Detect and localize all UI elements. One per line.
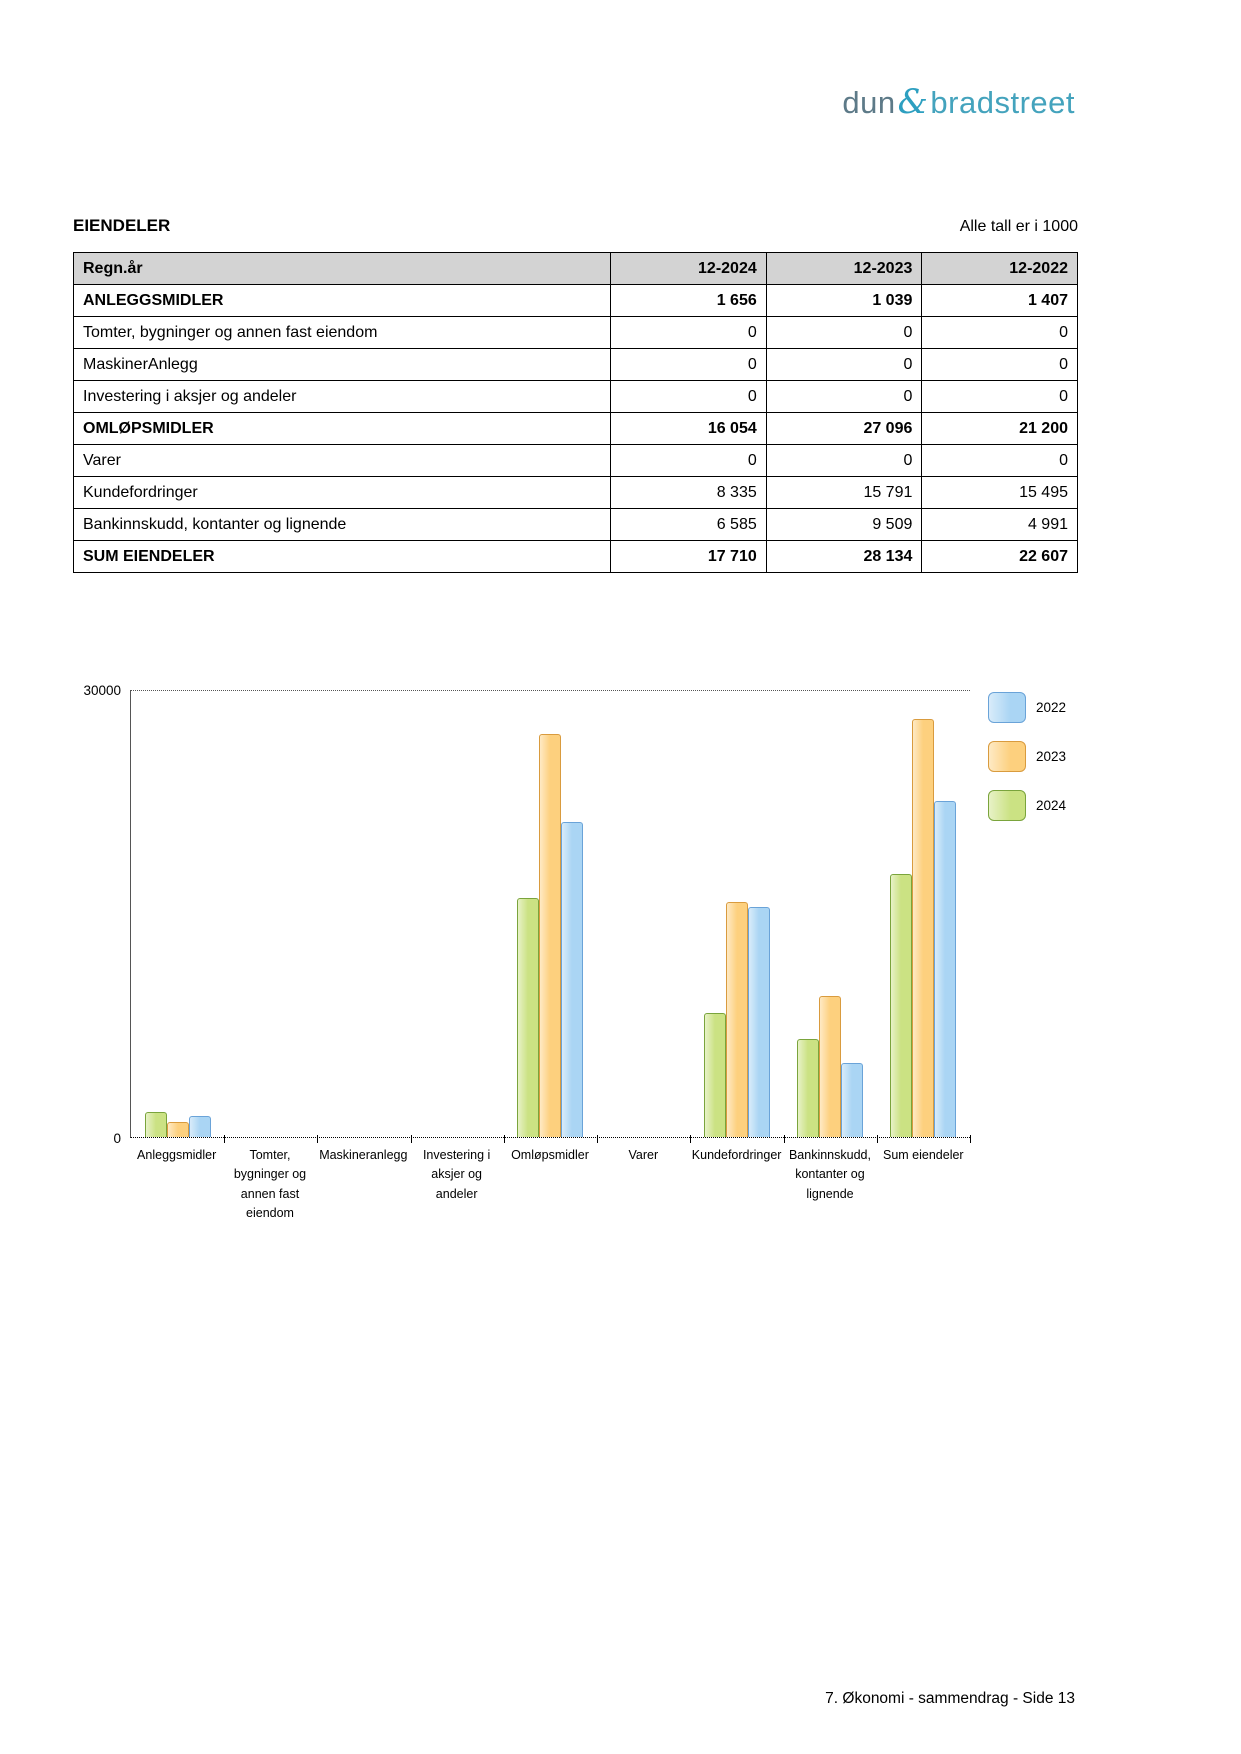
dun-bradstreet-logo — [842, 82, 1075, 122]
row-label: Investering i aksjer og andeler — [74, 381, 611, 413]
x-label-5: Varer — [628, 1148, 659, 1162]
logo-text-bradstreet: bradstreet — [930, 85, 1075, 120]
bar-group-4 — [504, 691, 597, 1137]
bar-group-1 — [224, 691, 317, 1137]
bar-2022-6 — [748, 907, 770, 1137]
row-value: 0 — [611, 317, 767, 349]
x-label-6: Kundefordringer — [691, 1148, 782, 1162]
bar-2024-6 — [704, 1013, 726, 1137]
plot-area — [130, 690, 970, 1138]
section-header — [73, 216, 1078, 236]
column-header-0: Regn.år — [74, 253, 611, 285]
x-axis-labels — [130, 1138, 970, 1224]
bar-2023-7 — [819, 996, 841, 1137]
column-header-3: 12-2022 — [922, 253, 1078, 285]
row-value: 0 — [611, 445, 767, 477]
row-value: 16 054 — [611, 413, 767, 445]
bar-2024-7 — [797, 1039, 819, 1137]
row-value: 0 — [922, 349, 1078, 381]
row-value: 15 791 — [766, 477, 922, 509]
row-value: 21 200 — [922, 413, 1078, 445]
legend-item-2023 — [988, 741, 1078, 772]
row-value: 15 495 — [922, 477, 1078, 509]
row-label: ANLEGGSMIDLER — [74, 285, 611, 317]
section-title: EIENDELER — [73, 216, 171, 235]
bar-group-7 — [784, 691, 877, 1137]
y-axis — [73, 683, 130, 1146]
bar-2022-4 — [561, 822, 583, 1137]
legend-swatch-2022 — [988, 692, 1026, 723]
x-label-8: Sum eiendeler — [882, 1148, 964, 1162]
legend-swatch-2024 — [988, 790, 1026, 821]
bar-group-6 — [690, 691, 783, 1137]
legend-label-2024: 2024 — [1036, 798, 1067, 813]
row-value: 28 134 — [766, 541, 922, 573]
table-row — [74, 541, 1078, 573]
legend-item-2022 — [988, 692, 1078, 723]
row-value: 22 607 — [922, 541, 1078, 573]
row-value: 4 991 — [922, 509, 1078, 541]
legend-label-2022: 2022 — [1036, 700, 1067, 715]
row-value: 0 — [922, 381, 1078, 413]
bar-group-3 — [411, 691, 504, 1137]
x-label-0: Anleggsmidler — [137, 1148, 217, 1162]
row-label: MaskinerAnlegg — [74, 349, 611, 381]
row-value: 1 407 — [922, 285, 1078, 317]
x-label-4: Omløpsmidler — [511, 1148, 589, 1162]
row-value: 0 — [766, 349, 922, 381]
logo-ampersand-icon: & — [897, 82, 929, 122]
table-row — [74, 285, 1078, 317]
bar-2024-8 — [890, 874, 912, 1137]
bar-2024-0 — [145, 1112, 167, 1137]
bar-2023-8 — [912, 719, 934, 1137]
row-label: Kundefordringer — [74, 477, 611, 509]
logo-text-dun: dun — [842, 85, 896, 120]
table-row — [74, 445, 1078, 477]
bar-2024-4 — [517, 898, 539, 1137]
y-tick-zero: 0 — [113, 1131, 121, 1146]
row-value: 0 — [922, 445, 1078, 477]
row-value: 17 710 — [611, 541, 767, 573]
units-note: Alle tall er i 1000 — [959, 218, 1078, 235]
row-value: 6 585 — [611, 509, 767, 541]
row-value: 0 — [611, 381, 767, 413]
bar-2023-4 — [539, 734, 561, 1137]
legend-label-2023: 2023 — [1036, 749, 1067, 764]
bar-2023-6 — [726, 902, 748, 1137]
table-row — [74, 509, 1078, 541]
row-value: 1 656 — [611, 285, 767, 317]
assets-bar-chart — [73, 683, 1078, 1224]
bar-2022-8 — [934, 801, 956, 1137]
table-header-row — [74, 253, 1078, 285]
row-value: 27 096 — [766, 413, 922, 445]
bar-group-5 — [597, 691, 690, 1137]
row-value: 0 — [766, 317, 922, 349]
row-label: Bankinnskudd, kontanter og lignende — [74, 509, 611, 541]
x-label-3: Investering i aksjer og andeler — [422, 1148, 491, 1201]
row-label: OMLØPSMIDLER — [74, 413, 611, 445]
chart-legend — [970, 690, 1078, 1138]
x-label-2: Maskineranlegg — [319, 1148, 408, 1162]
y-tick-max: 30000 — [83, 683, 121, 698]
bar-2022-0 — [189, 1116, 211, 1137]
legend-swatch-2023 — [988, 741, 1026, 772]
row-value: 9 509 — [766, 509, 922, 541]
row-value: 0 — [766, 445, 922, 477]
table-row — [74, 381, 1078, 413]
row-value: 0 — [611, 349, 767, 381]
x-label-7: Bankinnskudd, kontanter og lignende — [788, 1148, 871, 1201]
assets-table — [73, 252, 1078, 573]
bar-group-8 — [877, 691, 970, 1137]
row-label: SUM EIENDELER — [74, 541, 611, 573]
column-header-2: 12-2023 — [766, 253, 922, 285]
bar-2022-7 — [841, 1063, 863, 1137]
table-row — [74, 317, 1078, 349]
row-value: 1 039 — [766, 285, 922, 317]
table-row — [74, 349, 1078, 381]
row-label: Tomter, bygninger og annen fast eiendom — [74, 317, 611, 349]
row-value: 0 — [922, 317, 1078, 349]
row-label: Varer — [74, 445, 611, 477]
legend-item-2024 — [988, 790, 1078, 821]
x-label-1: Tomter, bygninger og annen fast eiendom — [233, 1148, 307, 1221]
row-value: 0 — [766, 381, 922, 413]
bar-group-2 — [317, 691, 410, 1137]
row-value: 8 335 — [611, 477, 767, 509]
bar-2023-0 — [167, 1122, 189, 1137]
table-row — [74, 477, 1078, 509]
table-row — [74, 413, 1078, 445]
column-header-1: 12-2024 — [611, 253, 767, 285]
bar-group-0 — [131, 691, 224, 1137]
page-footer: 7. Økonomi - sammendrag - Side 13 — [825, 1690, 1075, 1707]
